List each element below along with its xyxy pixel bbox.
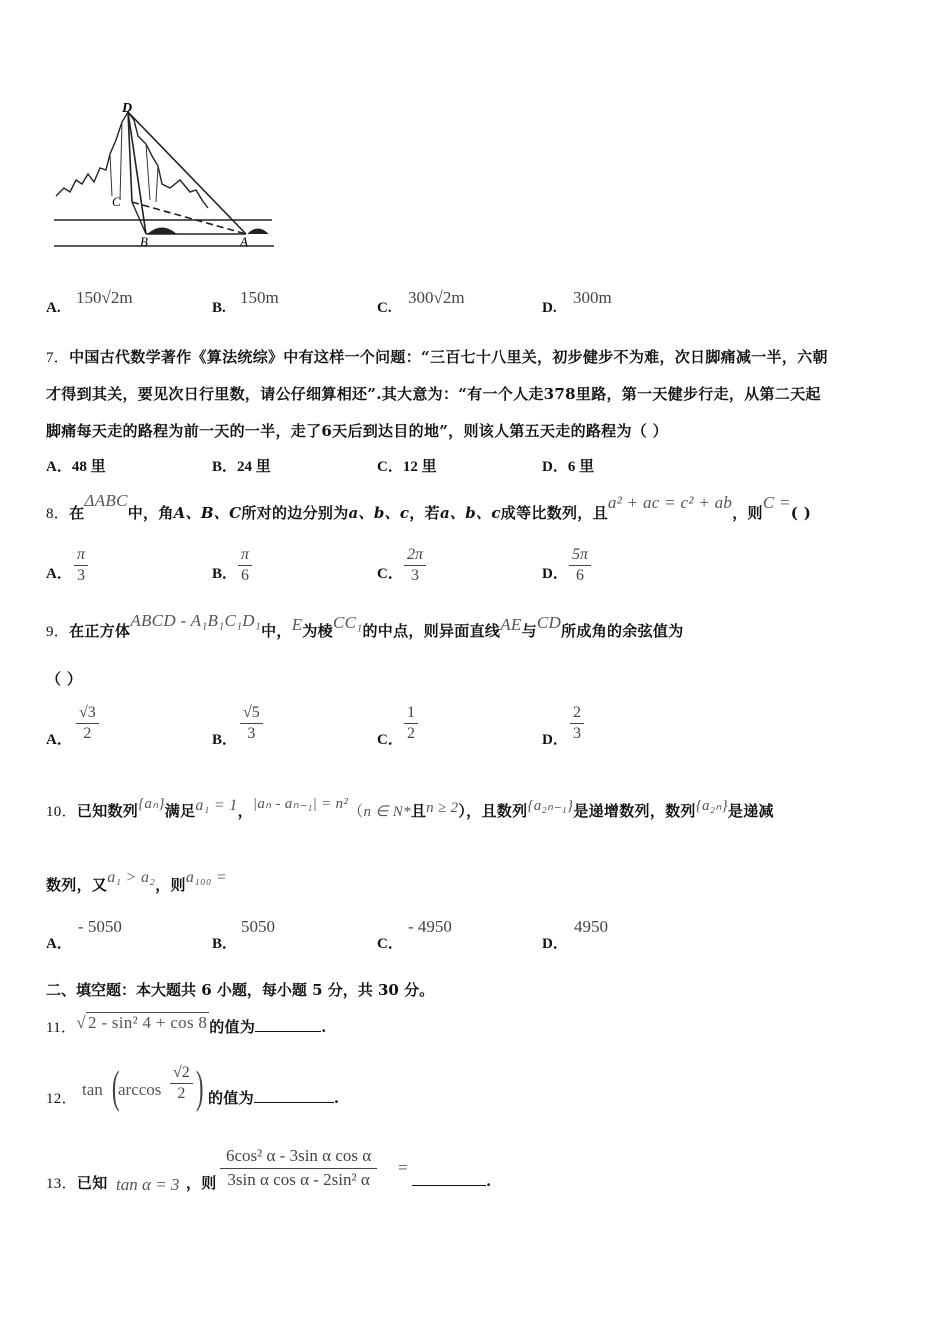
- q12-left-paren: (: [111, 1061, 120, 1112]
- q10-option-a-value: - 5050: [78, 917, 122, 936]
- q7-text-1: 中国古代数学著作《算法统综》中有这样一个问题：“三百七十八里关，初步健步不为难，次日脚痛减一半，六朝: [69, 348, 828, 366]
- q8-option-c-fraction: $\frac{2\pi}{3}$: [404, 546, 426, 585]
- q11-sqrt-sign: √: [76, 1013, 86, 1032]
- q6-option-a-value: 150√2m: [76, 288, 133, 307]
- q9-cd: CD: [536, 613, 562, 632]
- q8-option-b-fraction: $\frac{\pi}{6}$: [238, 546, 252, 585]
- q11-number: 11．: [46, 1020, 77, 1036]
- q7-option-d[interactable]: D．6 里: [542, 459, 595, 475]
- q8-option-d-letter[interactable]: D．: [542, 566, 568, 582]
- q8-equation: a² + ac = c² + ab: [607, 493, 733, 512]
- section-fill-blank-title: 二、填空题：本大题共 6 小题，每小题 5 分，共 30 分。: [46, 981, 435, 999]
- q10-t5: 是递减: [727, 802, 774, 820]
- label-c: C: [112, 194, 121, 209]
- q9-cube: ABCD - A₁B₁C₁D₁: [130, 611, 262, 630]
- q8-option-c-letter[interactable]: C．: [377, 566, 403, 582]
- q13-t2: ，则: [186, 1174, 217, 1192]
- q8-option-b-letter[interactable]: B．: [212, 566, 238, 582]
- q10-t1: 已知数列: [76, 802, 139, 820]
- q8-stem: [46, 491, 812, 523]
- q10-option-b-letter[interactable]: B．: [212, 936, 238, 952]
- q8-c-equals: C =: [762, 493, 791, 512]
- q6-option-a-letter[interactable]: A.: [46, 300, 61, 316]
- q8-t2: 中，角: [127, 504, 174, 522]
- q9-option-a-letter[interactable]: A．: [46, 732, 72, 748]
- q10-t4: 是递增数列，数列: [573, 802, 696, 820]
- q7-option-c[interactable]: C．12 里: [377, 459, 437, 475]
- q9-stem: [46, 611, 684, 641]
- q10-cond1: （: [348, 804, 364, 820]
- q10-relation: |aₙ - aₙ₋₁| = n²: [252, 796, 349, 812]
- q9-option-c-letter[interactable]: C．: [377, 732, 403, 748]
- q8-t6: ，若: [409, 504, 440, 522]
- q9-t3: 为棱: [302, 622, 333, 640]
- label-a: A: [240, 234, 248, 249]
- q9-option-d-letter[interactable]: D．: [542, 732, 568, 748]
- q9-option-a-fraction: $\frac{√3}{2}$: [76, 704, 99, 743]
- q7-line3: 脚痛每天走的路程为前一天的一半，走了6天后到达目的地”，则该人第五天走的路程为（ ）: [46, 422, 668, 440]
- q10-t3: ，: [237, 802, 253, 820]
- q13-blank-line: [412, 1172, 492, 1190]
- q11: [46, 1013, 327, 1037]
- q8-triangle: ΔABC: [84, 491, 128, 510]
- q10-stem-line1: [46, 796, 774, 821]
- q10-cond5: ），且数列: [458, 802, 528, 820]
- q13-t1: 已知: [76, 1174, 108, 1192]
- q9-answer-paren: （ ）: [46, 670, 83, 688]
- q7-line1: [46, 346, 828, 367]
- q6-option-b-value: 150m: [240, 288, 279, 307]
- q7-option-b[interactable]: B．24 里: [212, 459, 271, 475]
- q9-cc1: CC₁: [332, 613, 363, 632]
- q12-answer-blank[interactable]: [254, 1102, 334, 1103]
- q8-option-a-letter[interactable]: A．: [46, 566, 72, 582]
- q12-suffix: 的值为: [208, 1089, 254, 1107]
- q9-t2: 中，: [261, 622, 292, 640]
- q6-option-c-value: 300√2m: [408, 288, 465, 307]
- q12-arccos: arccos: [118, 1080, 162, 1099]
- q8-t9: ，则: [732, 504, 763, 522]
- q8-t3: A、B、C: [173, 504, 242, 522]
- q10-option-c-letter[interactable]: C．: [377, 936, 403, 952]
- q8-option-d-fraction: $\frac{5\pi}{6}$: [569, 546, 591, 585]
- q10-cond3: 且: [410, 802, 427, 820]
- q6-option-b-letter[interactable]: B.: [212, 300, 226, 316]
- q10-line2b: ，则: [155, 876, 186, 894]
- label-b: B: [140, 234, 148, 249]
- q13-lead: [46, 1172, 108, 1193]
- q9-ae: AE: [500, 615, 522, 634]
- q10-option-c-value: - 4950: [408, 917, 452, 936]
- q12-end: .: [333, 1089, 340, 1107]
- q8-option-a-fraction: $\frac{\pi}{3}$: [74, 546, 88, 585]
- q10-seq: {aₙ}: [138, 796, 165, 812]
- q9-option-c-fraction: $\frac{1}{2}$: [404, 704, 418, 743]
- q10-line2a: 数列，又: [46, 876, 108, 894]
- q9-option-b-fraction: $\frac{√5}{3}$: [240, 704, 263, 743]
- q9-option-b-letter[interactable]: B．: [212, 732, 238, 748]
- q10-inequality: a₁ > a₂: [107, 869, 156, 886]
- label-d: D: [122, 101, 133, 116]
- q10-cond2: n ∈ N*: [363, 804, 411, 820]
- q9-t5: 与: [521, 622, 537, 640]
- q13-fraction: $\frac{\text{6cos² α - 3sin α cos α}}{\text{3sin α cos α - 2sin² α}}$: [220, 1146, 377, 1190]
- q12-right-paren: ): [195, 1061, 204, 1112]
- q9-t6: 所成角的余弦值为: [561, 622, 684, 640]
- q10-a1: a₁ = 1: [195, 797, 238, 814]
- q8-t4: 所对的边分别为: [241, 504, 349, 522]
- q8-t5: a、b、c: [348, 504, 410, 522]
- q12-tan: tan: [82, 1080, 103, 1099]
- q8-t8: 成等比数列，且: [500, 504, 608, 522]
- q11-suffix: 的值为: [209, 1018, 256, 1036]
- q11-end: .: [321, 1018, 327, 1036]
- q10-stem-line2: [46, 869, 228, 895]
- q10-option-d-letter[interactable]: D．: [542, 936, 568, 952]
- q8-paren: ( ): [790, 504, 812, 522]
- mountain-figure: [50, 100, 280, 255]
- q11-expression: √ 2 - sin² 4 + cos 8: [76, 1013, 208, 1032]
- q10-option-d-value: 4950: [574, 917, 608, 936]
- q10-even-seq: {a₂ₙ}: [695, 798, 728, 814]
- q7-option-a[interactable]: A．48 里: [46, 459, 106, 475]
- q10-cond4: n ≥ 2: [426, 800, 459, 816]
- q9-t1: 在正方体: [69, 622, 131, 640]
- q13-number: 13．: [46, 1176, 77, 1192]
- q6-option-d-letter[interactable]: D.: [542, 300, 557, 316]
- q10-a100: a₁₀₀ =: [185, 869, 228, 886]
- q8-t1: 在: [69, 504, 85, 522]
- q10-number: 10．: [46, 804, 77, 820]
- q12-fraction: $\frac{√2}{2}$: [170, 1064, 193, 1103]
- q13-answer-blank[interactable]: [412, 1185, 486, 1186]
- q9-option-d-fraction: $\frac{2}{3}$: [570, 704, 584, 743]
- q9-t4: 的中点，则异面直线: [362, 622, 501, 640]
- q13-end: .: [486, 1172, 492, 1190]
- q9-e: E: [291, 615, 303, 634]
- q10-option-a-letter[interactable]: A．: [46, 936, 72, 952]
- q10-odd-seq: {a₂ₙ₋₁}: [527, 798, 574, 814]
- q6-option-d-value: 300m: [573, 288, 612, 307]
- q6-option-c-letter[interactable]: C.: [377, 300, 392, 316]
- q8-number: 8．: [46, 506, 70, 522]
- q13-equals: =: [398, 1158, 408, 1177]
- q11-answer-blank[interactable]: [255, 1031, 321, 1032]
- q13-condition: tan α = 3: [116, 1175, 180, 1194]
- q8-t7: a、b、c: [439, 504, 501, 522]
- q7-line2: 才得到其关，要见次日行里数，请公仔细算相还”.其大意为：“有一个人走378里路，第一天健步行走，从第二天起: [46, 385, 821, 403]
- q12-number: 12．: [46, 1091, 77, 1107]
- q10-option-b-value: 5050: [241, 917, 275, 936]
- q12-suffix-line: [208, 1087, 339, 1108]
- q7-number: 7．: [46, 350, 70, 366]
- q9-number: 9．: [46, 624, 70, 640]
- q10-t2: 满足: [164, 802, 196, 820]
